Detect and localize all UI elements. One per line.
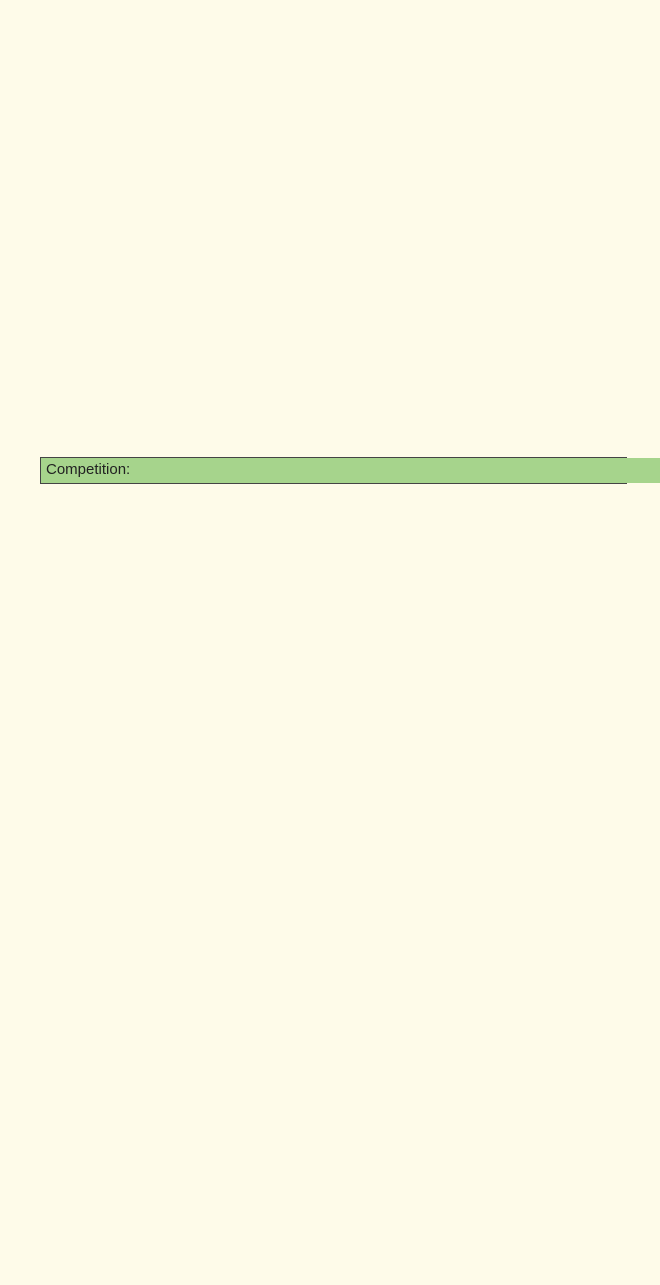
greens-grid: [33, 68, 629, 370]
competition-form: [40, 457, 627, 484]
competition-label: Competition:: [41, 458, 130, 483]
